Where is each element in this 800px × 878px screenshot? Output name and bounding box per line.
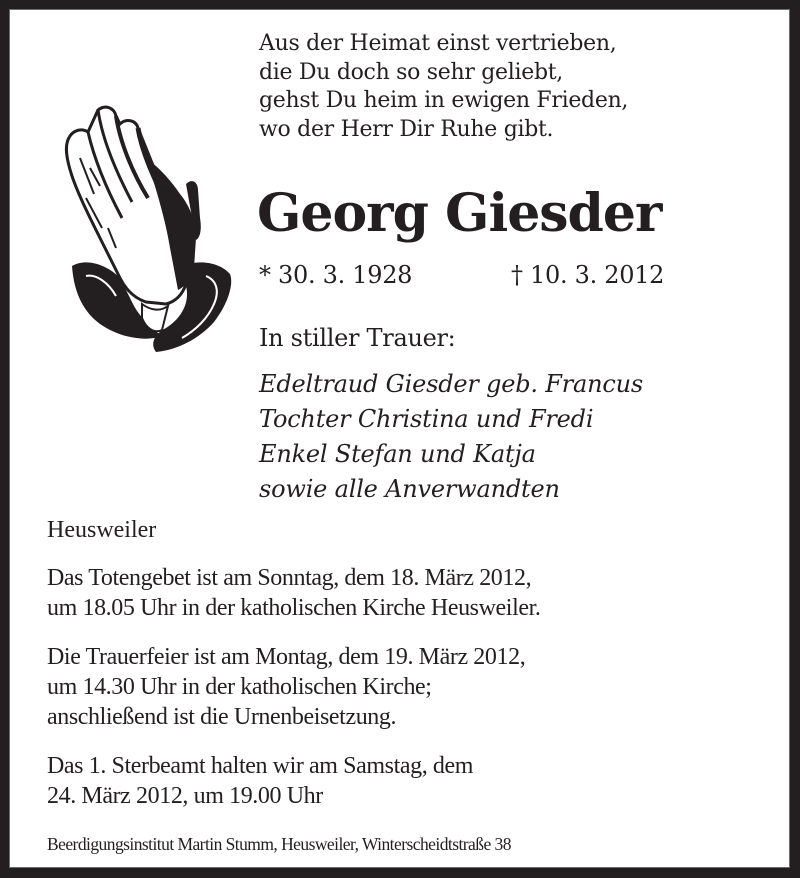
memorial-verse: [259, 30, 628, 144]
family-member: sowie alle Anverwandten: [259, 475, 560, 503]
deceased-name: Georg Giesder: [257, 183, 662, 244]
paragraph-line: anschließend ist die Urnenbeisetzung.: [47, 704, 397, 730]
family-member: Enkel Stefan und Katja: [259, 440, 536, 468]
mourning-heading: In stiller Trauer:: [259, 324, 456, 352]
birth-date: * 30. 3. 1928: [259, 261, 413, 289]
obituary-card: [9, 9, 790, 868]
paragraph-line: Das 1. Sterbeamt halten wir am Samstag, dem: [47, 753, 474, 779]
place-name: Heusweiler: [47, 517, 157, 543]
verse-line: wo der Herr Dir Ruhe gibt.: [259, 116, 554, 142]
paragraph-line: um 18.05 Uhr in der katholischen Kirche Heusweiler.: [47, 595, 541, 621]
paragraph-line: Die Trauerfeier ist am Montag, dem 19. März 2012,: [47, 644, 526, 670]
verse-line: Aus der Heimat einst vertrieben,: [259, 31, 617, 56]
paragraph-line: 24. März 2012, um 19.00 Uhr: [47, 783, 323, 809]
verse-line: gehst Du heim in ewigen Frieden,: [259, 88, 629, 113]
requiem-mass-paragraph: [47, 751, 473, 811]
paragraph-line: um 14.30 Uhr in der katholischen Kirche;: [47, 674, 432, 700]
family-member: Edeltraud Giesder geb. Francus: [259, 370, 643, 398]
family-member: Tochter Christina und Fredi: [259, 405, 594, 433]
funeral-home-footer: Beerdigungsinstitut Martin Stumm, Heusweiler, Winterscheidtstraße 38: [47, 834, 511, 854]
verse-line: die Du doch so sehr geliebt,: [259, 59, 563, 85]
paragraph-line: Das Totengebet ist am Sonntag, dem 18. März 2012,: [47, 565, 532, 591]
praying-hands-icon: [50, 98, 235, 356]
prayer-service-paragraph: [47, 563, 540, 623]
funeral-service-paragraph: [47, 642, 525, 732]
family-list: [259, 367, 643, 507]
death-date: † 10. 3. 2012: [511, 261, 665, 289]
